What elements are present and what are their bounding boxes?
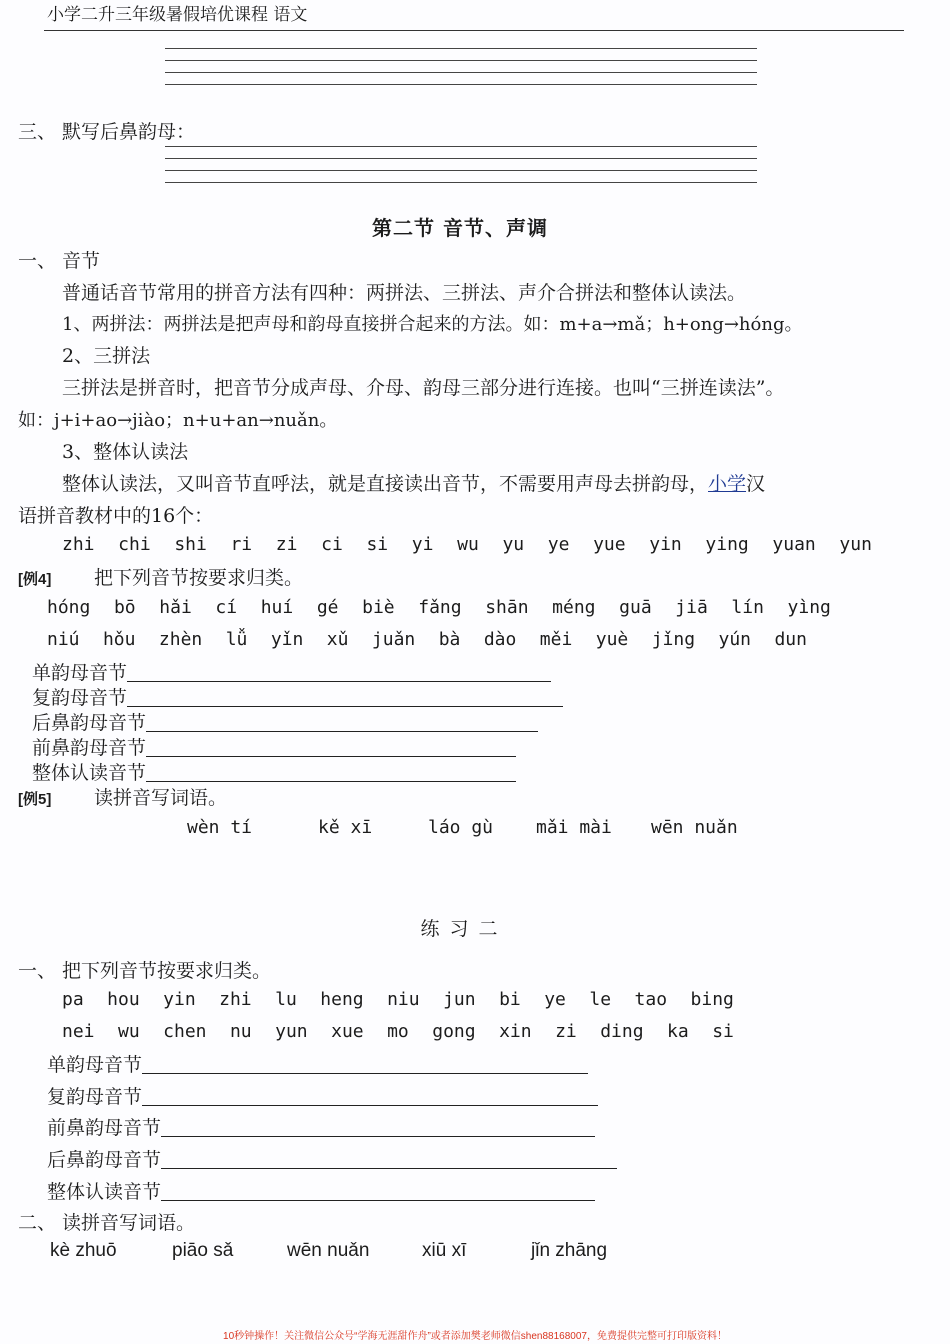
syllable: hǎi (159, 597, 192, 618)
syllable: lu (275, 989, 297, 1010)
syllable: bō (113, 597, 136, 618)
syllable: zhèn (158, 629, 203, 650)
writing-line (165, 158, 757, 159)
syllable: hou (107, 989, 140, 1010)
practice-q2-title: 二、 读拼音写词语。 (18, 1212, 196, 1234)
syllable: yin (163, 989, 196, 1010)
syllable: nei (62, 1021, 95, 1042)
example5-word-1: wèn tí (187, 817, 253, 838)
para-whole-desc-b: 汉 (746, 473, 766, 495)
syllable: huí (260, 597, 294, 618)
syllable: zi (275, 534, 298, 555)
practice-word-3: wēn nuǎn (287, 1240, 370, 1261)
example4-fill-4 (32, 733, 516, 760)
syllable: ye (544, 989, 566, 1010)
syllable: ci (321, 534, 343, 555)
syllable: niú (47, 629, 80, 650)
syllable: měi (539, 629, 573, 650)
writing-line (165, 72, 757, 73)
example5-label: [例5] (18, 791, 52, 808)
syllable: yìng (787, 597, 831, 618)
syllable: wu (457, 534, 479, 555)
example4-syllables-row2 (47, 629, 807, 650)
practice-fill-5 (47, 1177, 595, 1204)
example4-fill-3 (32, 708, 538, 735)
syllable: yin (649, 534, 682, 555)
syllable: gong (432, 1021, 476, 1042)
writing-line (165, 60, 757, 61)
syllable: biè (362, 597, 395, 618)
example5-word-4: mǎi mài (536, 817, 612, 838)
category-label: 前鼻韵母音节 (32, 737, 147, 759)
syllable: fǎng (418, 597, 462, 618)
syllable: wu (117, 1021, 140, 1042)
syllable: dào (483, 629, 517, 650)
header-rule (44, 30, 904, 31)
practice-fill-2 (47, 1082, 598, 1109)
para-three-desc: 三拼法是拼音时，把音节分成声母、介母、韵母三部分进行连接。也叫“三拼连读法”。 (62, 377, 785, 399)
syllable: yu (502, 534, 525, 555)
example4-fill-2 (32, 683, 563, 710)
practice-title: 练 习 二 (420, 918, 500, 940)
syllable: heng (320, 989, 364, 1010)
syllable: yue (593, 534, 626, 555)
syllable: méng (552, 597, 596, 618)
para-three-title: 2、三拼法 (62, 345, 151, 367)
syllable: mo (387, 1021, 409, 1042)
syllable: jun (443, 989, 476, 1010)
practice-word-1: kè zhuō (50, 1240, 117, 1261)
syllable: si (712, 1021, 734, 1042)
xiaoxue-link[interactable]: 小学 (708, 473, 747, 495)
syllable: chi (118, 534, 151, 555)
para-three-example: 如：j+i+ao→jiào；n+u+an→nuǎn。 (18, 410, 338, 431)
syllable: pa (62, 989, 84, 1010)
writing-line (165, 170, 757, 171)
syllable: zi (555, 1021, 577, 1042)
syllable: yun (275, 1021, 308, 1042)
page-header: 小学二升三年级暑假培优课程 语文 (47, 5, 308, 25)
syllable: hóng (47, 597, 91, 618)
practice-word-4: xiū xī (422, 1240, 467, 1261)
answer-line[interactable] (146, 731, 538, 732)
practice-word-5: jǐn zhāng (531, 1240, 608, 1261)
example5-word-2: kě xī (318, 817, 373, 838)
syllable: cí (215, 597, 238, 618)
syllable: tao (634, 989, 668, 1010)
category-label: 单韵母音节 (47, 1054, 143, 1076)
answer-line[interactable] (161, 1136, 595, 1137)
syllable: gé (316, 597, 339, 618)
part-one-title: 一、 音节 (18, 250, 101, 272)
answer-line[interactable] (146, 756, 516, 757)
syllable: yún (718, 629, 751, 650)
syllable: nu (229, 1021, 252, 1042)
practice-fill-4 (47, 1145, 617, 1172)
syllable: juǎn (371, 629, 416, 650)
syllable: ka (667, 1021, 689, 1042)
example4-instruction: 把下列音节按要求归类。 (94, 567, 304, 589)
category-label: 后鼻韵母音节 (47, 1149, 162, 1171)
example5-word-5: wēn nuǎn (651, 817, 738, 838)
syllable: xǔ (326, 629, 349, 650)
practice-q1-title: 一、 把下列音节按要求归类。 (18, 960, 272, 982)
syllable: bi (499, 989, 521, 1010)
syllable: xin (499, 1021, 532, 1042)
answer-line[interactable] (146, 781, 516, 782)
category-label: 后鼻韵母音节 (32, 712, 147, 734)
syllable: lín (731, 597, 764, 618)
syllable: le (589, 989, 612, 1010)
para-two-spell: 1、两拼法：两拼法是把声母和韵母直接拼合起来的方法。如：m+a→mǎ；h+ong→hóng。 (62, 314, 803, 335)
example4-fill-1 (32, 658, 551, 685)
example4-fill-5 (32, 758, 516, 785)
example4-syllables-row1 (47, 597, 831, 618)
writing-line (165, 48, 757, 49)
syllable: ying (705, 534, 749, 555)
writing-line (165, 182, 757, 183)
answer-line[interactable] (142, 1073, 588, 1074)
answer-line[interactable] (161, 1200, 595, 1201)
writing-line (165, 146, 757, 147)
syllable: yun (839, 534, 872, 555)
whole-syllables-row (62, 534, 872, 555)
syllable: niu (387, 989, 420, 1010)
syllable: zhi (219, 989, 252, 1010)
syllable: guā (619, 597, 652, 618)
syllable: ri (230, 534, 253, 555)
answer-line[interactable] (127, 706, 563, 707)
syllable: jǐng (651, 629, 696, 650)
section-two-title: 第二节 音节、声调 (372, 216, 548, 240)
example4-label: [例4] (18, 571, 52, 588)
category-label: 复韵母音节 (47, 1086, 143, 1108)
syllable: zhi (62, 534, 95, 555)
syllable: lǚ (225, 629, 248, 650)
para-whole-desc-a: 整体认读法，又叫音节直呼法，就是直接读出音节，不需要用声母去拼韵母， (62, 473, 709, 495)
syllable: shān (485, 597, 529, 618)
syllable: hǒu (102, 629, 136, 650)
example5-word-3: láo gù (428, 817, 494, 838)
category-label: 单韵母音节 (32, 662, 128, 684)
syllable: ding (600, 1021, 644, 1042)
answer-line[interactable] (161, 1168, 617, 1169)
practice-word-2: piāo sǎ (172, 1240, 234, 1261)
syllable: shi (174, 534, 207, 555)
para-whole-title: 3、整体认读法 (62, 441, 189, 463)
answer-line[interactable] (127, 681, 551, 682)
category-label: 前鼻韵母音节 (47, 1117, 162, 1139)
syllable: dun (774, 629, 807, 650)
category-label: 整体认读音节 (47, 1181, 162, 1203)
writing-line (165, 84, 757, 85)
category-label: 复韵母音节 (32, 687, 128, 709)
syllable: si (366, 534, 389, 555)
answer-line[interactable] (142, 1105, 598, 1106)
para-whole-desc-c: 语拼音教材中的16个： (18, 505, 214, 527)
footer-notice: 10秒钟操作！关注微信公众号“学海无涯甜作舟”或者添加樊老师微信shen88168007，免费提供完整可打印版资料！ (223, 1331, 727, 1342)
syllable: yuè (595, 629, 629, 650)
syllable: yi (411, 534, 434, 555)
syllable: yuan (772, 534, 816, 555)
syllable: chen (163, 1021, 207, 1042)
syllable: bing (690, 989, 734, 1010)
practice-fill-1 (47, 1050, 588, 1077)
syllable: ye (547, 534, 570, 555)
practice-syllables-row1 (62, 989, 734, 1010)
syllable: xue (331, 1021, 364, 1042)
syllable: jiā (675, 597, 708, 618)
syllable: yǐn (270, 629, 304, 650)
para-intro: 普通话音节常用的拼音方法有四种：两拼法、三拼法、声介合拼法和整体认读法。 (62, 282, 747, 304)
section-three-title: 三、 默写后鼻韵母： (18, 121, 196, 143)
para-whole-desc (62, 469, 765, 496)
example5-instruction: 读拼音写词语。 (94, 787, 228, 809)
practice-fill-3 (47, 1113, 595, 1140)
syllable: bà (438, 629, 461, 650)
practice-syllables-row2 (62, 1021, 734, 1042)
category-label: 整体认读音节 (32, 762, 147, 784)
